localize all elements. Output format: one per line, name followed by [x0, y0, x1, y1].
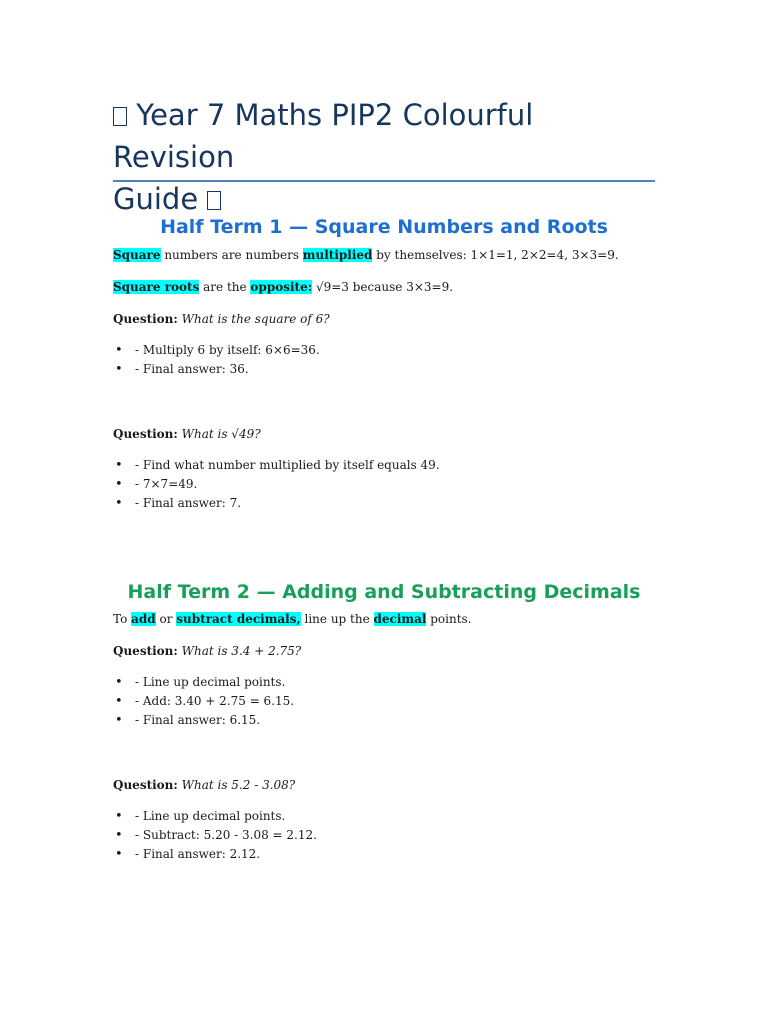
highlight-term: Square roots [113, 280, 200, 294]
list-item: • - Final answer: 36. [115, 362, 249, 377]
question-label: Question: [113, 644, 178, 658]
text-run: numbers are numbers [160, 248, 303, 262]
bullet-icon: • [115, 694, 123, 709]
highlight-term: multiplied [302, 248, 373, 262]
bullet-icon: • [115, 713, 123, 728]
bullet-icon: • [115, 809, 123, 824]
section-heading-half-term-1: Half Term 1 — Square Numbers and Roots [160, 216, 608, 238]
question-text: What is 5.2 - 3.08? [177, 778, 296, 792]
list-item: • - Line up decimal points. [115, 809, 286, 824]
highlight-term: subtract decimals, [176, 612, 301, 626]
question-add-decimals [113, 643, 655, 659]
paragraph-square-roots [113, 279, 655, 295]
question-text: What is √49? [177, 427, 261, 441]
paragraph-square-numbers [113, 247, 655, 263]
list-item: • - Line up decimal points. [115, 675, 286, 690]
section-heading-half-term-2: Half Term 2 — Adding and Subtracting Decimals [127, 581, 641, 603]
question-text: What is 3.4 + 2.75? [177, 644, 302, 658]
list-item: • - Add: 3.40 + 2.75 = 6.15. [115, 694, 295, 709]
list-item: • - Final answer: 6.15. [115, 713, 261, 728]
question-label: Question: [113, 778, 178, 792]
question-subtract-decimals [113, 777, 655, 793]
list-item: • - Final answer: 7. [115, 496, 242, 511]
answer-list [113, 673, 655, 730]
page-title [113, 94, 655, 220]
text-run: or [155, 612, 177, 626]
answer-list [113, 807, 655, 864]
text-run: points. [426, 612, 472, 626]
highlight-term: Square [113, 248, 161, 262]
title-line1: Year 7 Maths PIP2 Colourful Revision [113, 98, 534, 174]
bullet-icon: • [115, 675, 123, 690]
text-run: are the [199, 280, 251, 294]
bullet-icon: • [115, 343, 123, 358]
paragraph-decimals [113, 611, 655, 627]
list-item: • - Multiply 6 by itself: 6×6=36. [115, 343, 320, 358]
title-line2: Guide [113, 182, 199, 216]
question-square-of-6 [113, 311, 655, 327]
text-run: √9=3 because 3×3=9. [312, 280, 454, 294]
list-item: • - 7×7=49. [115, 477, 198, 492]
highlight-term: opposite: [250, 280, 313, 294]
bullet-icon: • [115, 496, 123, 511]
list-item: • - Find what number multiplied by itself equals 49. [115, 458, 440, 473]
question-root-49 [113, 426, 655, 442]
bullet-icon: • [115, 458, 123, 473]
question-label: Question: [113, 427, 178, 441]
list-item: • - Subtract: 5.20 - 3.08 = 2.12. [115, 828, 317, 843]
image-placeholder-icon [207, 191, 221, 210]
bullet-icon: • [115, 828, 123, 843]
text-run: line up the [300, 612, 374, 626]
text-run: To [113, 612, 132, 626]
answer-list [113, 341, 655, 379]
highlight-term: add [131, 612, 156, 626]
highlight-term: decimal [373, 612, 427, 626]
question-label: Question: [113, 312, 178, 326]
answer-list [113, 456, 655, 513]
question-text: What is the square of 6? [177, 312, 330, 326]
list-item: • - Final answer: 2.12. [115, 847, 261, 862]
text-run: by themselves: 1×1=1, 2×2=4, 3×3=9. [372, 248, 619, 262]
bullet-icon: • [115, 477, 123, 492]
title-underline [113, 180, 655, 182]
bullet-icon: • [115, 362, 123, 377]
image-placeholder-icon [113, 107, 127, 126]
bullet-icon: • [115, 847, 123, 862]
